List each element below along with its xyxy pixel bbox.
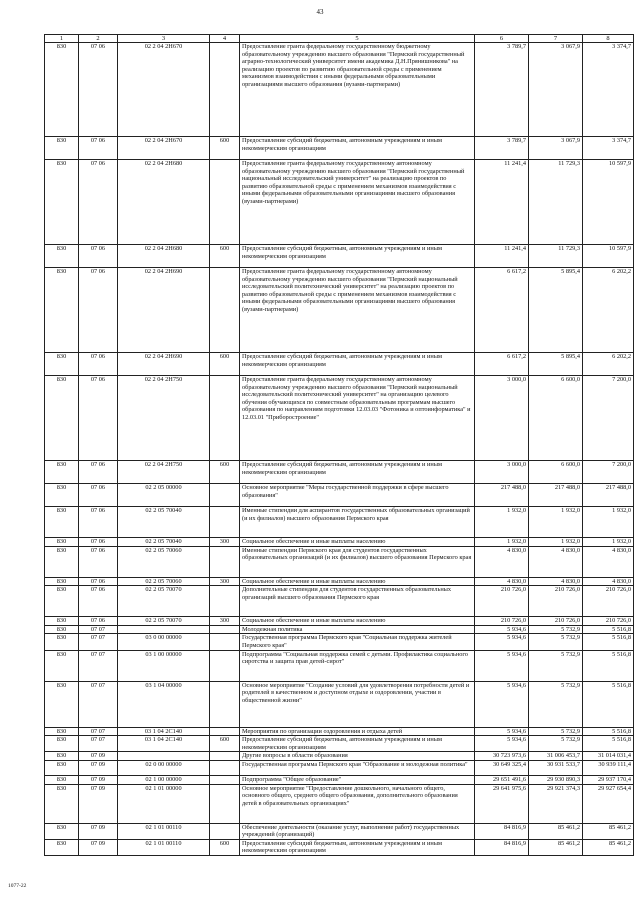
row-section-code: 830 <box>45 727 79 736</box>
row-expense-type <box>210 546 240 577</box>
row-expense-type: 300 <box>210 617 240 626</box>
table-row <box>45 839 634 855</box>
row-section-code: 830 <box>45 650 79 681</box>
row-expense-type <box>210 268 240 353</box>
row-subsection-code: 07 09 <box>79 760 118 775</box>
row-description: Молодежная политика <box>240 625 475 634</box>
table-row <box>45 376 634 461</box>
row-amount-year2: 6 600,0 <box>529 376 583 461</box>
row-amount-year3: 217 488,0 <box>583 484 634 507</box>
row-expense-type <box>210 823 240 839</box>
row-section-code: 830 <box>45 681 79 727</box>
table-row <box>45 245 634 268</box>
row-section-code: 830 <box>45 823 79 839</box>
row-subsection-code: 07 09 <box>79 775 118 784</box>
row-description: Социальное обеспечение и иные выплаты населению <box>240 577 475 586</box>
row-amount-year1: 29 651 491,6 <box>475 775 529 784</box>
row-section-code: 830 <box>45 461 79 484</box>
row-description: Предоставление гранта федеральному государственному автономному образовательному учреждению высшего образования "Пермский национальный исследовательский политехнический университет" на реализацию проектов по развитию образовательной среды с применением механизмов взаимодействия с иными федеральными образовательными организациями высшего образования (вузами-партнерами) <box>240 268 475 353</box>
row-subsection-code: 07 06 <box>79 376 118 461</box>
table-header-row <box>45 35 634 43</box>
row-subsection-code: 07 06 <box>79 268 118 353</box>
row-amount-year3: 7 200,0 <box>583 376 634 461</box>
row-amount-year1: 210 726,0 <box>475 617 529 626</box>
column-header: 4 <box>210 35 240 43</box>
table-row <box>45 507 634 538</box>
row-target-article: 02 2 04 2Н690 <box>118 268 210 353</box>
row-expense-type <box>210 650 240 681</box>
row-section-code: 830 <box>45 376 79 461</box>
table-row <box>45 784 634 823</box>
row-expense-type <box>210 160 240 245</box>
row-amount-year2: 85 461,2 <box>529 823 583 839</box>
row-amount-year3: 5 516,8 <box>583 650 634 681</box>
row-amount-year3: 210 726,0 <box>583 586 634 617</box>
row-amount-year2: 5 732,9 <box>529 650 583 681</box>
table-row <box>45 752 634 761</box>
table-row <box>45 137 634 160</box>
row-section-code: 830 <box>45 617 79 626</box>
table-row <box>45 538 634 547</box>
row-amount-year2: 85 461,2 <box>529 839 583 855</box>
row-amount-year3: 30 939 111,4 <box>583 760 634 775</box>
row-amount-year3: 3 374,7 <box>583 137 634 160</box>
row-description: Предоставление гранта федеральному государственному бюджетному образовательному учреждению высшего образования "Пермский государственный аграрно-технологический университет имени академика Д.Н.Прянишникова" на реализацию проектов по развитию образовательной среды с применением механизмов взаимодействия с иными федеральными образовательными организациями высшего образования (вузами-партнерами) <box>240 43 475 137</box>
row-target-article: 02 1 01 00000 <box>118 784 210 823</box>
row-amount-year3: 5 516,8 <box>583 681 634 727</box>
table-row <box>45 625 634 634</box>
row-expense-type <box>210 43 240 137</box>
row-subsection-code: 07 06 <box>79 484 118 507</box>
row-amount-year2: 3 067,9 <box>529 137 583 160</box>
row-amount-year1: 217 488,0 <box>475 484 529 507</box>
row-amount-year3: 85 461,2 <box>583 823 634 839</box>
row-amount-year2: 6 600,0 <box>529 461 583 484</box>
row-expense-type <box>210 586 240 617</box>
row-target-article: 02 2 05 70060 <box>118 577 210 586</box>
row-description: Предоставление субсидий бюджетным, автономным учреждениям и иным некоммерческим организациям <box>240 736 475 752</box>
row-description: Предоставление субсидий бюджетным, автономным учреждениям и иным некоммерческим организациям <box>240 245 475 268</box>
budget-table <box>44 34 634 856</box>
row-amount-year3: 5 516,8 <box>583 634 634 650</box>
row-target-article: 02 2 05 70070 <box>118 617 210 626</box>
row-amount-year1: 1 932,0 <box>475 507 529 538</box>
row-description: Именные стипендии для аспирантов государственных образовательных организаций (и их филиалов) высшего образования Пермского края <box>240 507 475 538</box>
row-amount-year2: 1 932,0 <box>529 538 583 547</box>
row-amount-year3: 5 516,8 <box>583 727 634 736</box>
row-target-article: 03 1 04 00000 <box>118 681 210 727</box>
table-row <box>45 546 634 577</box>
table-row <box>45 160 634 245</box>
row-amount-year2: 30 931 533,7 <box>529 760 583 775</box>
table-row <box>45 586 634 617</box>
row-amount-year3: 4 830,0 <box>583 546 634 577</box>
row-expense-type: 600 <box>210 839 240 855</box>
row-target-article: 02 2 04 2Н750 <box>118 376 210 461</box>
row-amount-year2: 5 732,9 <box>529 727 583 736</box>
row-description: Дополнительные стипендии для студентов государственных образовательных организаций высшего образования Пермского края <box>240 586 475 617</box>
row-section-code: 830 <box>45 760 79 775</box>
table-row <box>45 634 634 650</box>
table-row <box>45 268 634 353</box>
row-subsection-code: 07 09 <box>79 839 118 855</box>
row-section-code: 830 <box>45 546 79 577</box>
row-target-article: 02 2 04 2Н680 <box>118 160 210 245</box>
row-amount-year3: 210 726,0 <box>583 617 634 626</box>
row-subsection-code: 07 06 <box>79 461 118 484</box>
row-description: Социальное обеспечение и иные выплаты населению <box>240 617 475 626</box>
row-description: Основное мероприятие "Предоставление дошкольного, начального общего, основного общего, среднего общего образования, дополнительного образования детей в образовательных организациях" <box>240 784 475 823</box>
row-amount-year3: 29 937 170,4 <box>583 775 634 784</box>
row-expense-type: 600 <box>210 137 240 160</box>
row-target-article: 02 1 01 00110 <box>118 839 210 855</box>
table-row <box>45 650 634 681</box>
column-header: 8 <box>583 35 634 43</box>
row-amount-year3: 4 830,0 <box>583 577 634 586</box>
row-section-code: 830 <box>45 784 79 823</box>
row-subsection-code: 07 07 <box>79 634 118 650</box>
row-amount-year2: 11 729,3 <box>529 245 583 268</box>
row-expense-type: 600 <box>210 245 240 268</box>
row-target-article: 03 1 04 2С140 <box>118 736 210 752</box>
row-description: Социальное обеспечение и иные выплаты населению <box>240 538 475 547</box>
row-amount-year1: 3 789,7 <box>475 137 529 160</box>
row-target-article <box>118 752 210 761</box>
row-amount-year1: 3 789,7 <box>475 43 529 137</box>
column-header: 5 <box>240 35 475 43</box>
row-amount-year1: 84 816,9 <box>475 823 529 839</box>
row-section-code: 830 <box>45 160 79 245</box>
column-header: 1 <box>45 35 79 43</box>
row-amount-year1: 4 830,0 <box>475 577 529 586</box>
row-amount-year2: 29 921 374,3 <box>529 784 583 823</box>
row-amount-year2: 31 006 453,7 <box>529 752 583 761</box>
row-description: Подпрограмма "Социальная поддержка семей с детьми. Профилактика социального сиротства и защита прав детей-сирот" <box>240 650 475 681</box>
row-amount-year1: 6 617,2 <box>475 268 529 353</box>
row-target-article: 02 2 04 2Н670 <box>118 43 210 137</box>
column-header: 3 <box>118 35 210 43</box>
row-section-code: 830 <box>45 137 79 160</box>
row-description: Основное мероприятие "Меры государственной поддержки в сфере высшего образования" <box>240 484 475 507</box>
row-amount-year2: 210 726,0 <box>529 617 583 626</box>
row-subsection-code: 07 06 <box>79 353 118 376</box>
row-amount-year2: 4 830,0 <box>529 546 583 577</box>
row-amount-year1: 6 617,2 <box>475 353 529 376</box>
row-amount-year1: 11 241,4 <box>475 160 529 245</box>
row-amount-year2: 5 732,9 <box>529 736 583 752</box>
row-expense-type: 300 <box>210 577 240 586</box>
row-amount-year1: 29 641 975,6 <box>475 784 529 823</box>
row-section-code: 830 <box>45 625 79 634</box>
table-row <box>45 577 634 586</box>
row-expense-type <box>210 775 240 784</box>
row-description: Обеспечение деятельности (оказание услуг, выполнение работ) государственных учреждений (организаций) <box>240 823 475 839</box>
row-subsection-code: 07 09 <box>79 752 118 761</box>
row-section-code: 830 <box>45 245 79 268</box>
row-amount-year3: 5 516,8 <box>583 625 634 634</box>
row-amount-year3: 3 374,7 <box>583 43 634 137</box>
row-amount-year2: 5 732,9 <box>529 681 583 727</box>
row-amount-year1: 4 830,0 <box>475 546 529 577</box>
row-amount-year2: 3 067,9 <box>529 43 583 137</box>
row-description: Основное мероприятие "Создание условий для удовлетворения потребности детей и родителей в качественном и доступном отдыхе и оздоровлении, участии в общественной жизни" <box>240 681 475 727</box>
row-amount-year1: 30 723 973,6 <box>475 752 529 761</box>
table-row <box>45 775 634 784</box>
row-amount-year1: 5 934,6 <box>475 634 529 650</box>
row-description: Предоставление субсидий бюджетным, автономным учреждениям и иным некоммерческим организациям <box>240 839 475 855</box>
row-section-code: 830 <box>45 507 79 538</box>
column-header: 6 <box>475 35 529 43</box>
row-section-code: 830 <box>45 268 79 353</box>
row-amount-year3: 1 932,0 <box>583 507 634 538</box>
row-target-article: 03 1 04 2С140 <box>118 727 210 736</box>
row-description: Предоставление субсидий бюджетным, автономным учреждениям и иным некоммерческим организациям <box>240 353 475 376</box>
column-header: 7 <box>529 35 583 43</box>
row-amount-year2: 5 732,9 <box>529 634 583 650</box>
row-description: Другие вопросы в области образования <box>240 752 475 761</box>
row-expense-type <box>210 784 240 823</box>
row-amount-year2: 1 932,0 <box>529 507 583 538</box>
row-description: Предоставление субсидий бюджетным, автономным учреждениям и иным некоммерческим организациям <box>240 461 475 484</box>
row-amount-year1: 1 932,0 <box>475 538 529 547</box>
row-target-article: 02 0 00 00000 <box>118 760 210 775</box>
row-amount-year3: 6 202,2 <box>583 353 634 376</box>
row-expense-type <box>210 752 240 761</box>
row-amount-year3: 5 516,8 <box>583 736 634 752</box>
table-row <box>45 760 634 775</box>
row-target-article: 02 1 00 00000 <box>118 775 210 784</box>
row-subsection-code: 07 06 <box>79 586 118 617</box>
row-subsection-code: 07 06 <box>79 507 118 538</box>
row-expense-type <box>210 681 240 727</box>
row-subsection-code: 07 06 <box>79 43 118 137</box>
row-amount-year2: 11 729,3 <box>529 160 583 245</box>
row-target-article: 02 2 05 70070 <box>118 586 210 617</box>
row-section-code: 830 <box>45 634 79 650</box>
row-section-code: 830 <box>45 353 79 376</box>
row-section-code: 830 <box>45 484 79 507</box>
row-target-article: 02 2 04 2Н690 <box>118 353 210 376</box>
row-expense-type <box>210 484 240 507</box>
row-subsection-code: 07 07 <box>79 736 118 752</box>
row-target-article: 02 2 04 2Н750 <box>118 461 210 484</box>
row-amount-year3: 31 014 031,4 <box>583 752 634 761</box>
row-subsection-code: 07 06 <box>79 137 118 160</box>
row-target-article: 02 2 05 70040 <box>118 507 210 538</box>
row-section-code: 830 <box>45 839 79 855</box>
row-section-code: 830 <box>45 538 79 547</box>
row-target-article: 02 2 04 2Н670 <box>118 137 210 160</box>
row-amount-year3: 10 597,9 <box>583 245 634 268</box>
row-expense-type <box>210 376 240 461</box>
row-amount-year1: 5 934,6 <box>475 625 529 634</box>
row-description: Предоставление гранта федеральному государственному автономному образовательному учреждению высшего образования "Пермский государственный национальный исследовательский университет" на реализацию проектов по развитию образовательной среды с применением механизмов взаимодействия с иными федеральными образовательными организациями высшего образования (вузами-партнерами) <box>240 160 475 245</box>
row-description: Мероприятия по организации оздоровления и отдыха детей <box>240 727 475 736</box>
row-target-article: 02 2 04 2Н680 <box>118 245 210 268</box>
table-row <box>45 43 634 137</box>
row-description: Подпрограмма "Общее образование" <box>240 775 475 784</box>
page-number: 43 <box>316 8 324 16</box>
row-subsection-code: 07 06 <box>79 577 118 586</box>
row-target-article: 02 2 05 70040 <box>118 538 210 547</box>
table-row <box>45 823 634 839</box>
row-target-article: 03 1 00 00000 <box>118 650 210 681</box>
row-amount-year3: 7 200,0 <box>583 461 634 484</box>
row-amount-year1: 11 241,4 <box>475 245 529 268</box>
row-expense-type: 600 <box>210 353 240 376</box>
row-section-code: 830 <box>45 736 79 752</box>
row-amount-year1: 210 726,0 <box>475 586 529 617</box>
row-subsection-code: 07 07 <box>79 727 118 736</box>
row-amount-year2: 29 930 890,3 <box>529 775 583 784</box>
row-expense-type: 300 <box>210 538 240 547</box>
row-amount-year1: 5 934,6 <box>475 650 529 681</box>
row-description: Предоставление субсидий бюджетным, автономным учреждениям и иным некоммерческим организациям <box>240 137 475 160</box>
row-amount-year2: 217 488,0 <box>529 484 583 507</box>
row-target-article: 02 2 05 00000 <box>118 484 210 507</box>
row-subsection-code: 07 09 <box>79 784 118 823</box>
row-subsection-code: 07 07 <box>79 681 118 727</box>
row-amount-year1: 5 934,6 <box>475 727 529 736</box>
row-subsection-code: 07 07 <box>79 625 118 634</box>
row-amount-year2: 210 726,0 <box>529 586 583 617</box>
row-amount-year3: 6 202,2 <box>583 268 634 353</box>
row-amount-year1: 5 934,6 <box>475 736 529 752</box>
column-header: 2 <box>79 35 118 43</box>
row-description: Предоставление гранта федеральному государственному автономному образовательному учреждению высшего образования "Пермский национальный исследовательский политехнический университет" на организацию целевого обучения обучающихся по совместным образовательным программам высшего образования по направлениям подготовки 12.03.03 "Фотоника и оптоинформатика" и 12.03.01 "Приборостроение" <box>240 376 475 461</box>
row-expense-type <box>210 634 240 650</box>
table-row <box>45 681 634 727</box>
row-amount-year1: 84 816,9 <box>475 839 529 855</box>
row-amount-year1: 3 000,0 <box>475 461 529 484</box>
row-subsection-code: 07 06 <box>79 617 118 626</box>
row-section-code: 830 <box>45 586 79 617</box>
row-expense-type <box>210 507 240 538</box>
row-amount-year1: 5 934,6 <box>475 681 529 727</box>
row-section-code: 830 <box>45 775 79 784</box>
table-row <box>45 727 634 736</box>
row-amount-year3: 10 597,9 <box>583 160 634 245</box>
row-amount-year3: 29 927 654,4 <box>583 784 634 823</box>
row-description: Государственная программа Пермского края "Социальная поддержка жителей Пермского края" <box>240 634 475 650</box>
row-expense-type <box>210 625 240 634</box>
row-expense-type <box>210 727 240 736</box>
row-amount-year1: 30 649 325,4 <box>475 760 529 775</box>
row-target-article <box>118 625 210 634</box>
row-expense-type: 600 <box>210 461 240 484</box>
row-subsection-code: 07 07 <box>79 650 118 681</box>
row-subsection-code: 07 09 <box>79 823 118 839</box>
footer-code: 1077-22 <box>8 883 27 889</box>
row-subsection-code: 07 06 <box>79 538 118 547</box>
row-section-code: 830 <box>45 752 79 761</box>
row-target-article: 03 0 00 00000 <box>118 634 210 650</box>
table-row <box>45 461 634 484</box>
table-row <box>45 736 634 752</box>
row-target-article: 02 2 05 70060 <box>118 546 210 577</box>
row-amount-year3: 85 461,2 <box>583 839 634 855</box>
table-row <box>45 353 634 376</box>
row-subsection-code: 07 06 <box>79 245 118 268</box>
row-amount-year2: 5 895,4 <box>529 353 583 376</box>
row-amount-year2: 5 895,4 <box>529 268 583 353</box>
row-amount-year2: 5 732,9 <box>529 625 583 634</box>
row-section-code: 830 <box>45 577 79 586</box>
row-expense-type <box>210 760 240 775</box>
row-subsection-code: 07 06 <box>79 160 118 245</box>
row-expense-type: 600 <box>210 736 240 752</box>
row-amount-year3: 1 932,0 <box>583 538 634 547</box>
row-amount-year2: 4 830,0 <box>529 577 583 586</box>
row-subsection-code: 07 06 <box>79 546 118 577</box>
row-target-article: 02 1 01 00110 <box>118 823 210 839</box>
row-description: Именные стипендии Пермского края для студентов государственных образовательных организаций (и их филиалов) высшего образования Пермского края <box>240 546 475 577</box>
row-description: Государственная программа Пермского края "Образование и молодежная политика" <box>240 760 475 775</box>
row-amount-year1: 3 000,0 <box>475 376 529 461</box>
table-row <box>45 617 634 626</box>
table-row <box>45 484 634 507</box>
row-section-code: 830 <box>45 43 79 137</box>
